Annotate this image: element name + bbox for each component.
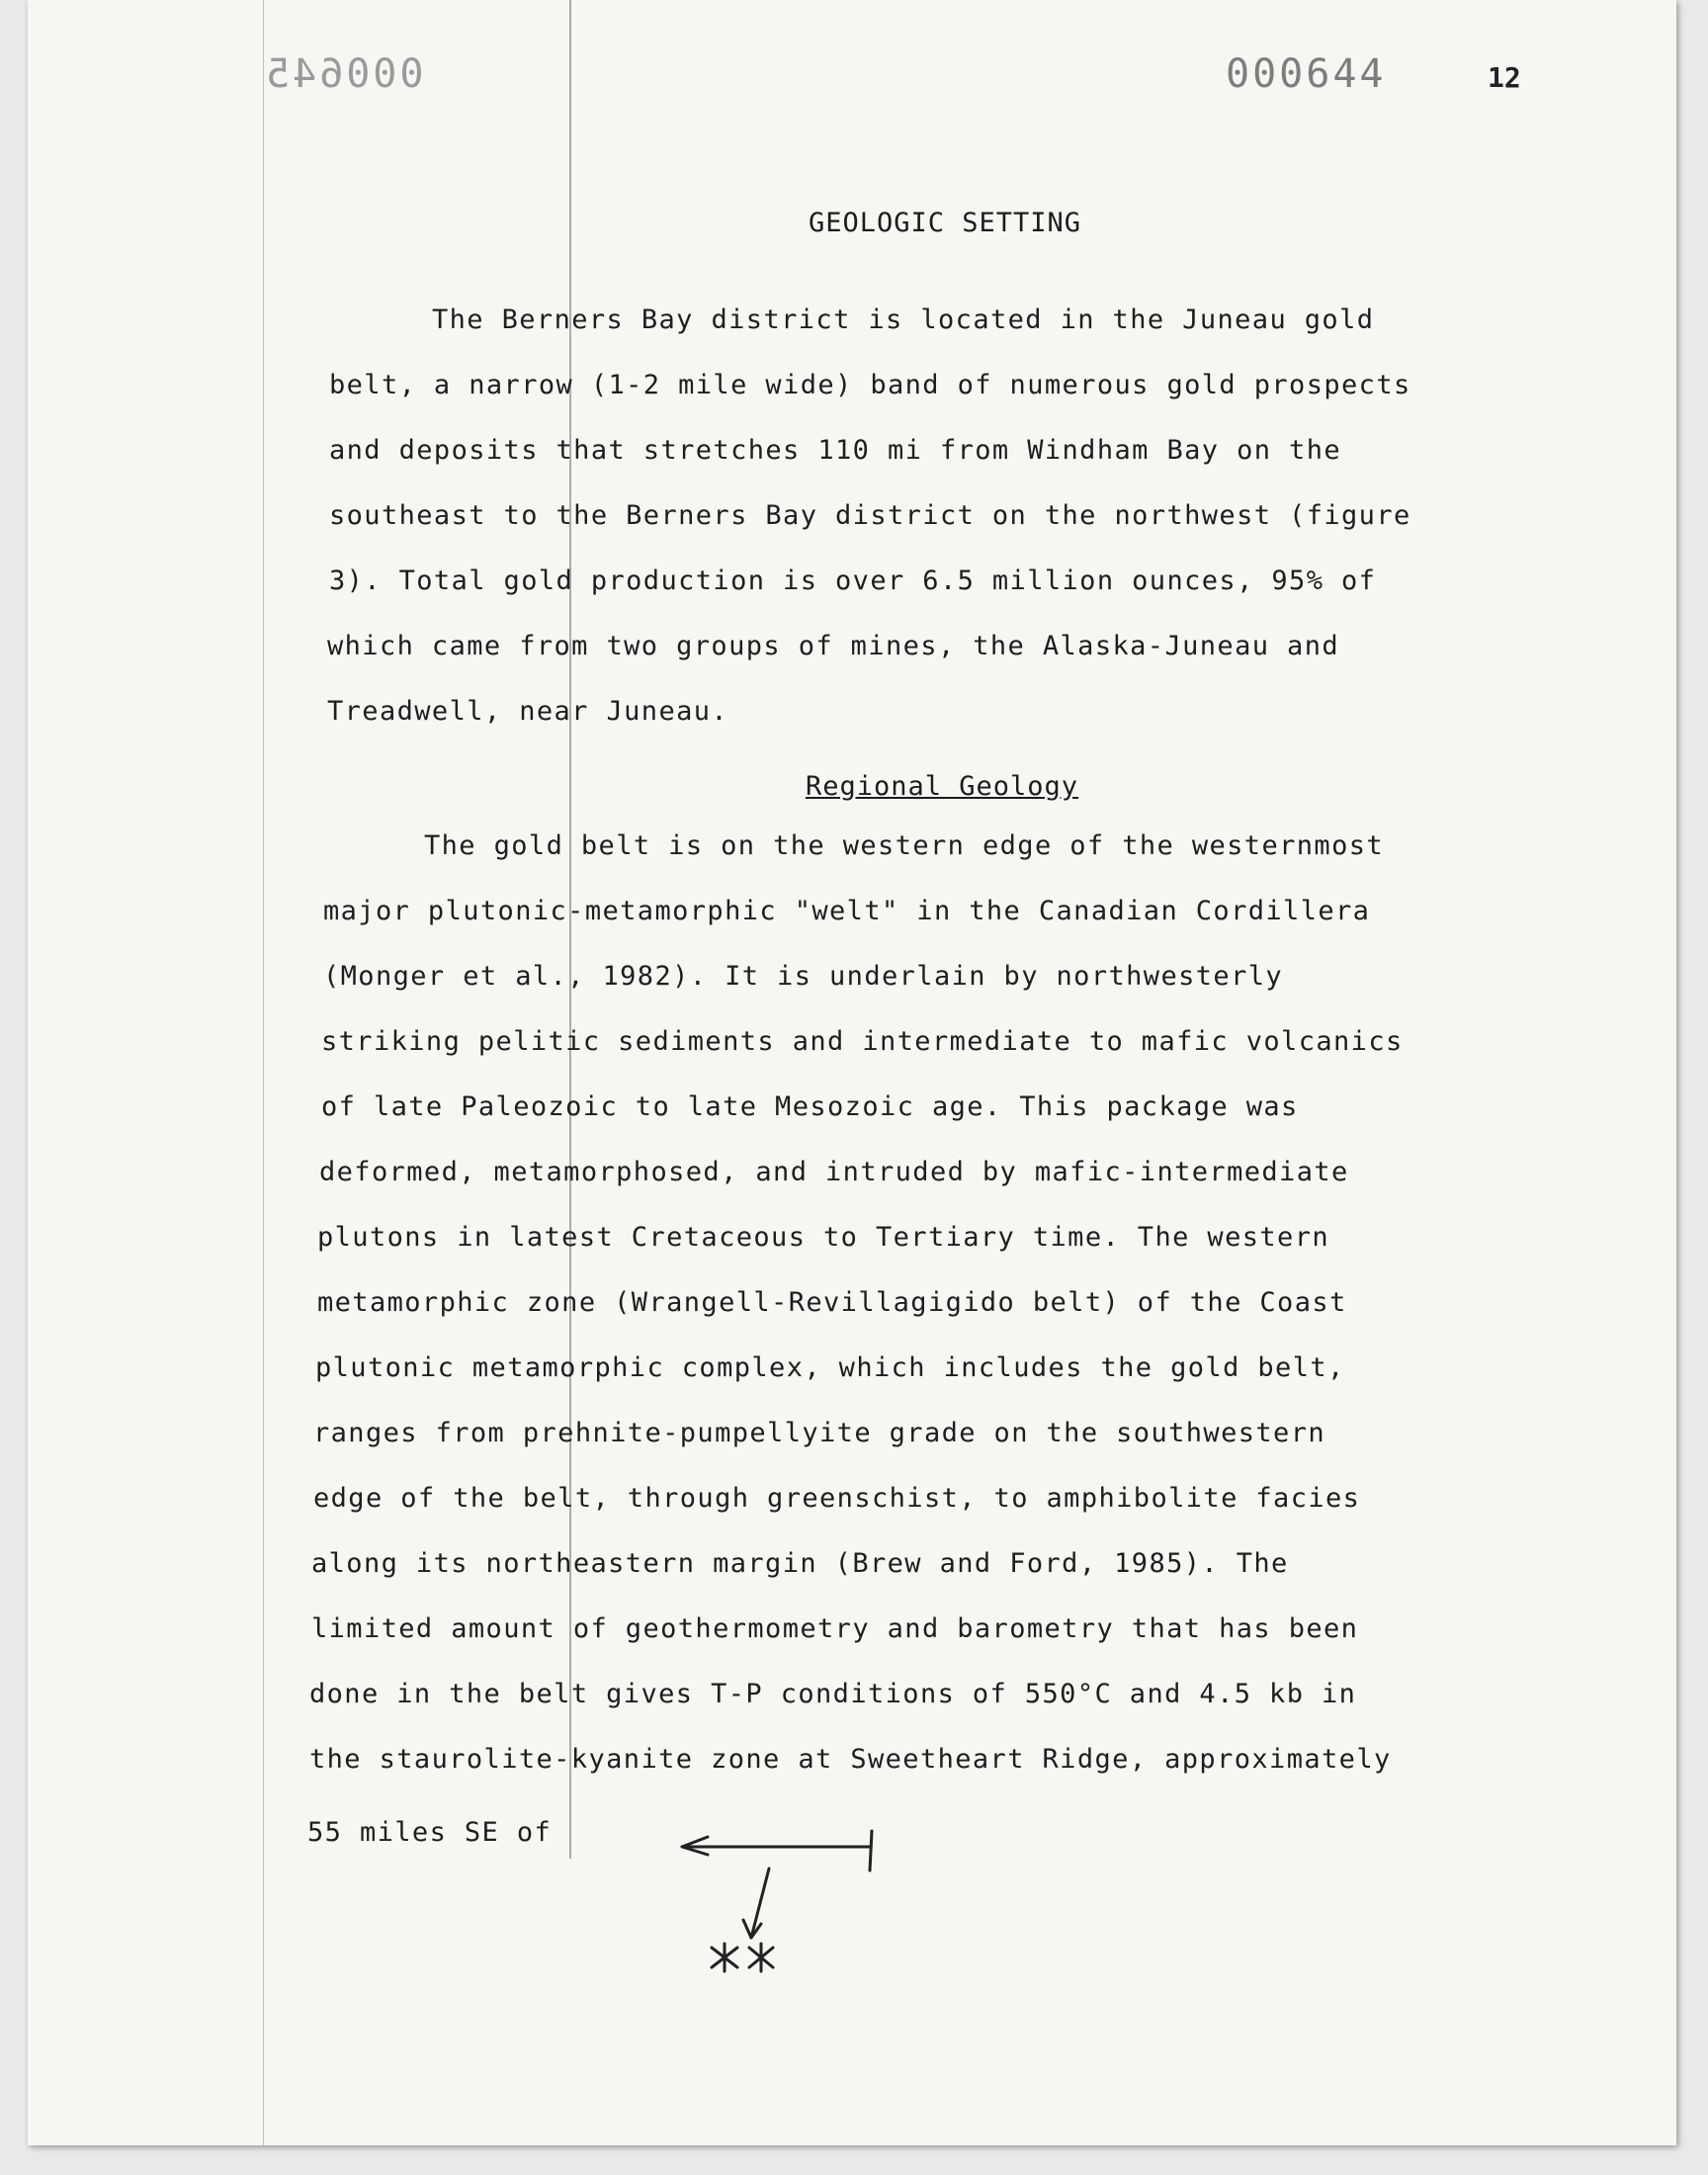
subsection-heading: Regional Geology	[805, 771, 1079, 802]
paragraph-line: The gold belt is on the western edge of the westernmost	[424, 830, 1385, 861]
paragraph-line: which came from two groups of mines, the Alaska-Juneau and	[327, 631, 1340, 661]
paragraph-line: limited amount of geothermometry and barometry that has been	[311, 1613, 1359, 1644]
scan-bleed-line	[569, 0, 571, 1859]
paragraph-line: (Monger et al., 1982). It is underlain by northwesterly	[323, 961, 1284, 992]
paragraph-line: metamorphic zone (Wrangell-Revillagigido belt) of the Coast	[317, 1287, 1347, 1318]
page-number: 12	[1488, 61, 1521, 94]
paragraph-line: 3). Total gold production is over 6.5 million ounces, 95% of	[329, 566, 1377, 596]
margin-line	[263, 0, 264, 2145]
document-stamp-number: 000644	[1226, 51, 1387, 97]
paragraph-line: southeast to the Berners Bay district on the northwest (figure	[329, 500, 1411, 531]
mirrored-document-stamp: 000645	[263, 51, 424, 97]
paragraph-line: plutonic metamorphic complex, which includes the gold belt,	[315, 1352, 1345, 1383]
paragraph-line: belt, a narrow (1-2 mile wide) band of numerous gold prospects	[329, 370, 1411, 400]
handwritten-insertion-arrow	[652, 1819, 890, 1997]
paragraph-line: major plutonic-metamorphic "welt" in the Canadian Cordillera	[323, 896, 1371, 926]
paragraph-line: striking pelitic sediments and intermediate to mafic volcanics	[321, 1026, 1404, 1057]
paragraph-line: done in the belt gives T-P conditions of 550°C and 4.5 kb in	[309, 1679, 1357, 1709]
section-heading: GEOLOGIC SETTING	[808, 208, 1082, 238]
paragraph-line: along its northeastern margin (Brew and Ford, 1985). The	[311, 1548, 1289, 1579]
paragraph-line: the staurolite-kyanite zone at Sweetheart Ridge, approximately	[309, 1744, 1392, 1775]
paragraph-line: 55 miles SE of	[307, 1817, 553, 1848]
paragraph-line: deformed, metamorphosed, and intruded by mafic-intermediate	[319, 1157, 1349, 1187]
paragraph-line: The Berners Bay district is located in the Juneau gold	[432, 304, 1375, 335]
paragraph-line: and deposits that stretches 110 mi from Windham Bay on the	[329, 435, 1342, 466]
paragraph-line: of late Paleozoic to late Mesozoic age. This package was	[321, 1091, 1299, 1122]
paragraph-line: edge of the belt, through greenschist, to amphibolite facies	[313, 1483, 1361, 1514]
paragraph-line: ranges from prehnite-pumpellyite grade on the southwestern	[313, 1418, 1326, 1448]
paragraph-line: Treadwell, near Juneau.	[327, 696, 729, 727]
paragraph-line: plutons in latest Cretaceous to Tertiary time. The western	[317, 1222, 1330, 1253]
